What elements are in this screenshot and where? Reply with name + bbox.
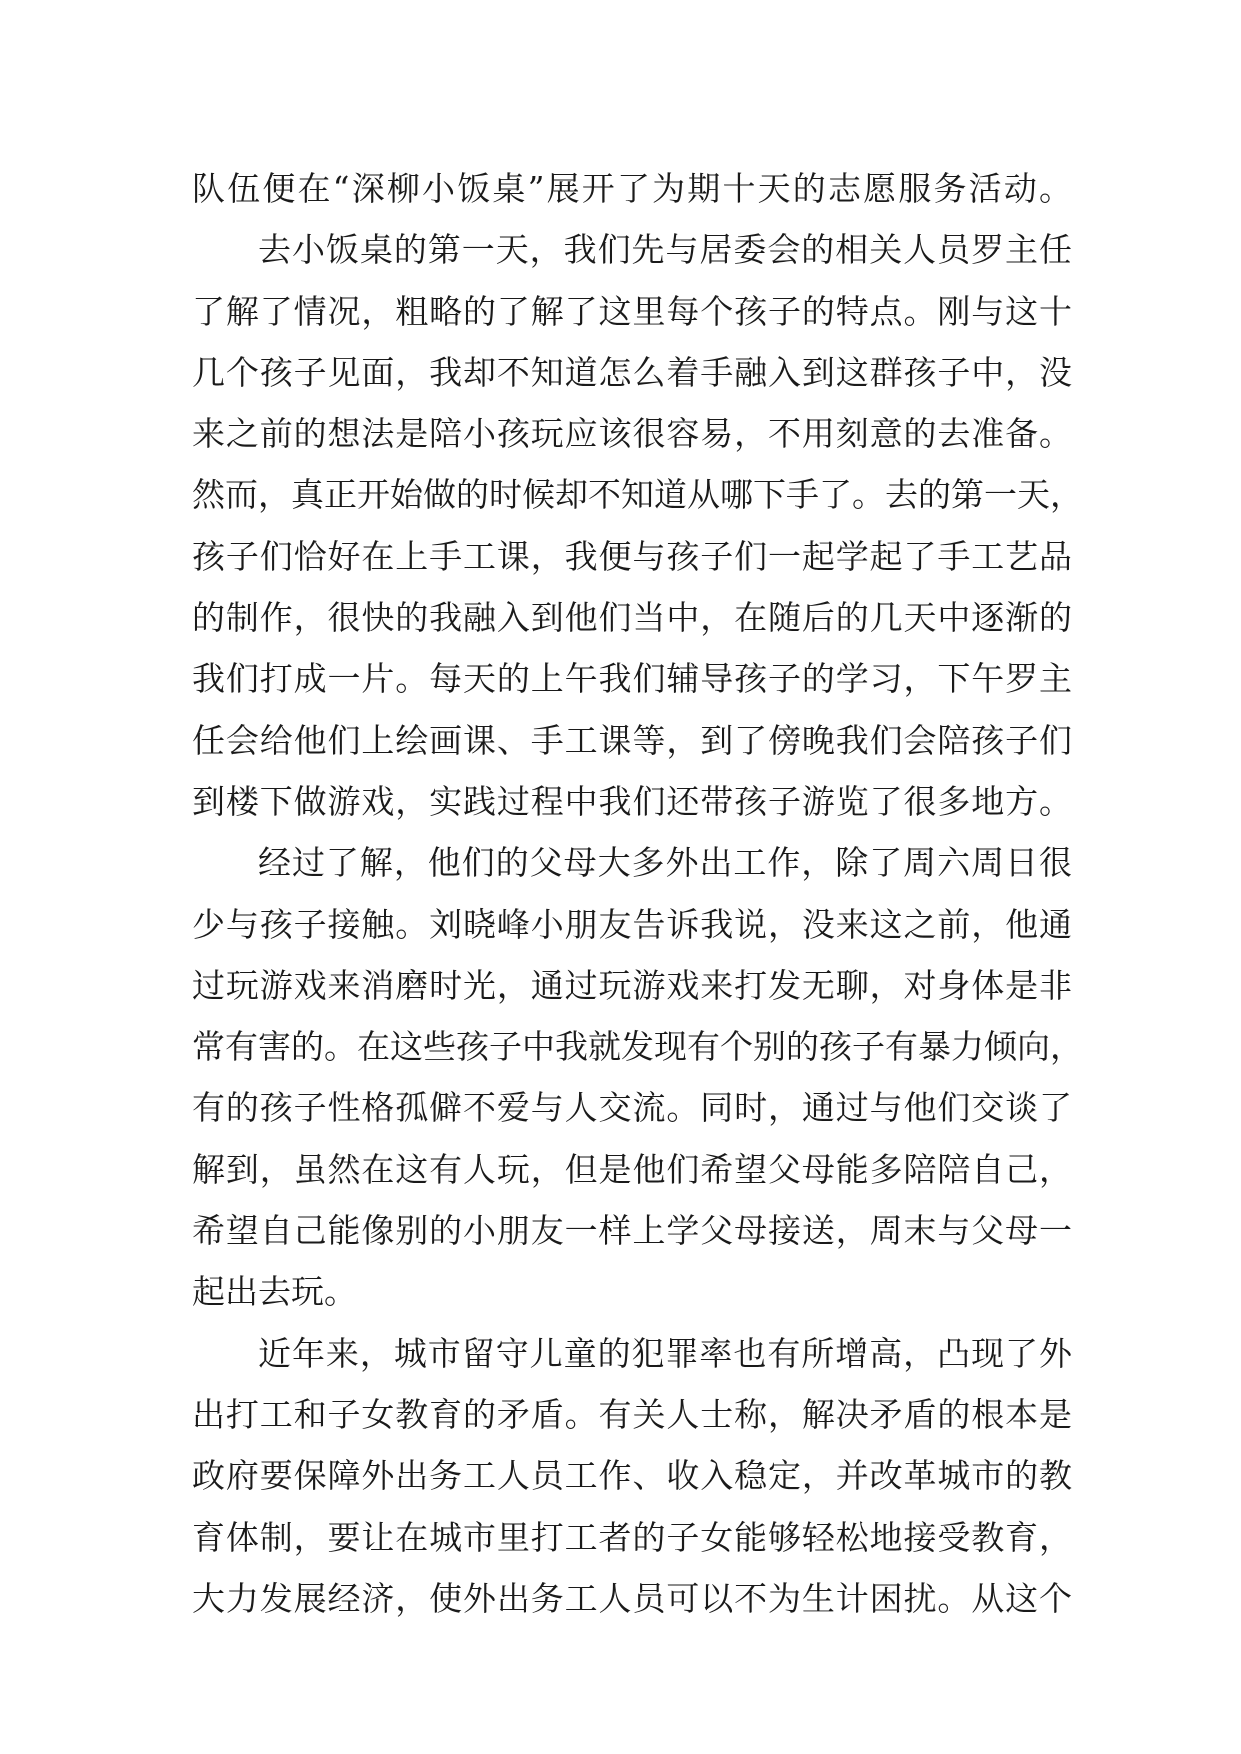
text-line: 几个孩子见面，我却不知道怎么着手融入到这群孩子中，没 bbox=[192, 352, 1072, 392]
text-line: 过玩游戏来消磨时光，通过玩游戏来打发无聊，对身体是非 bbox=[192, 965, 1072, 1005]
body-text bbox=[192, 158, 1083, 1629]
text-line: 孩子们恰好在上手工课，我便与孩子们一起学起了手工艺品 bbox=[192, 536, 1072, 576]
text-line: 有的孩子性格孤僻不爱与人交流。同时，通过与他们交谈了 bbox=[192, 1088, 1072, 1128]
text-line: 来之前的想法是陪小孩玩应该很容易，不用刻意的去准备。 bbox=[192, 414, 1072, 454]
text-line: 政府要保障外出务工人员工作、收入稳定，并改革城市的教 bbox=[192, 1456, 1072, 1496]
paragraph-start-line: 经过了解，他们的父母大多外出工作，除了周六周日很 bbox=[258, 843, 1072, 883]
text-line: 我们打成一片。每天的上午我们辅导孩子的学习，下午罗主 bbox=[192, 659, 1072, 699]
text-line: 大力发展经济，使外出务工人员可以不为生计困扰。从这个 bbox=[192, 1578, 1072, 1618]
text-line: 队伍便在“深柳小饭桌”展开了为期十天的志愿服务活动。 bbox=[192, 169, 1072, 208]
text-line: 到楼下做游戏，实践过程中我们还带孩子游览了很多地方。 bbox=[192, 781, 1072, 821]
paragraph-start-line: 近年来，城市留守儿童的犯罪率也有所增高，凸现了外 bbox=[258, 1333, 1072, 1373]
text-line: 希望自己能像别的小朋友一样上学父母接送，周末与父母一 bbox=[192, 1211, 1072, 1251]
text-line: 育体制，要让在城市里打工者的子女能够轻松地接受教育， bbox=[192, 1517, 1072, 1557]
text-line: 少与孩子接触。刘晓峰小朋友告诉我说，没来这之前，他通 bbox=[192, 904, 1072, 944]
text-line: 出打工和子女教育的矛盾。有关人士称，解决矛盾的根本是 bbox=[192, 1394, 1072, 1434]
text-line: 常有害的。在这些孩子中我就发现有个别的孩子有暴力倾向， bbox=[192, 1027, 1083, 1067]
text-line: 然而，真正开始做的时候却不知道从哪下手了。去的第一天， bbox=[192, 475, 1083, 515]
text-line: 的制作，很快的我融入到他们当中，在随后的几天中逐渐的 bbox=[192, 598, 1072, 638]
text-line: 解到，虽然在这有人玩，但是他们希望父母能多陪陪自己， bbox=[192, 1149, 1072, 1189]
text-line: 了解了情况，粗略的了解了这里每个孩子的特点。刚与这十 bbox=[192, 291, 1072, 331]
text-line: 任会给他们上绘画课、手工课等，到了傍晚我们会陪孩子们 bbox=[192, 720, 1072, 760]
paragraph-start-line: 去小饭桌的第一天，我们先与居委会的相关人员罗主任 bbox=[258, 230, 1072, 270]
paragraph-end-line: 起出去玩。 bbox=[192, 1272, 357, 1312]
